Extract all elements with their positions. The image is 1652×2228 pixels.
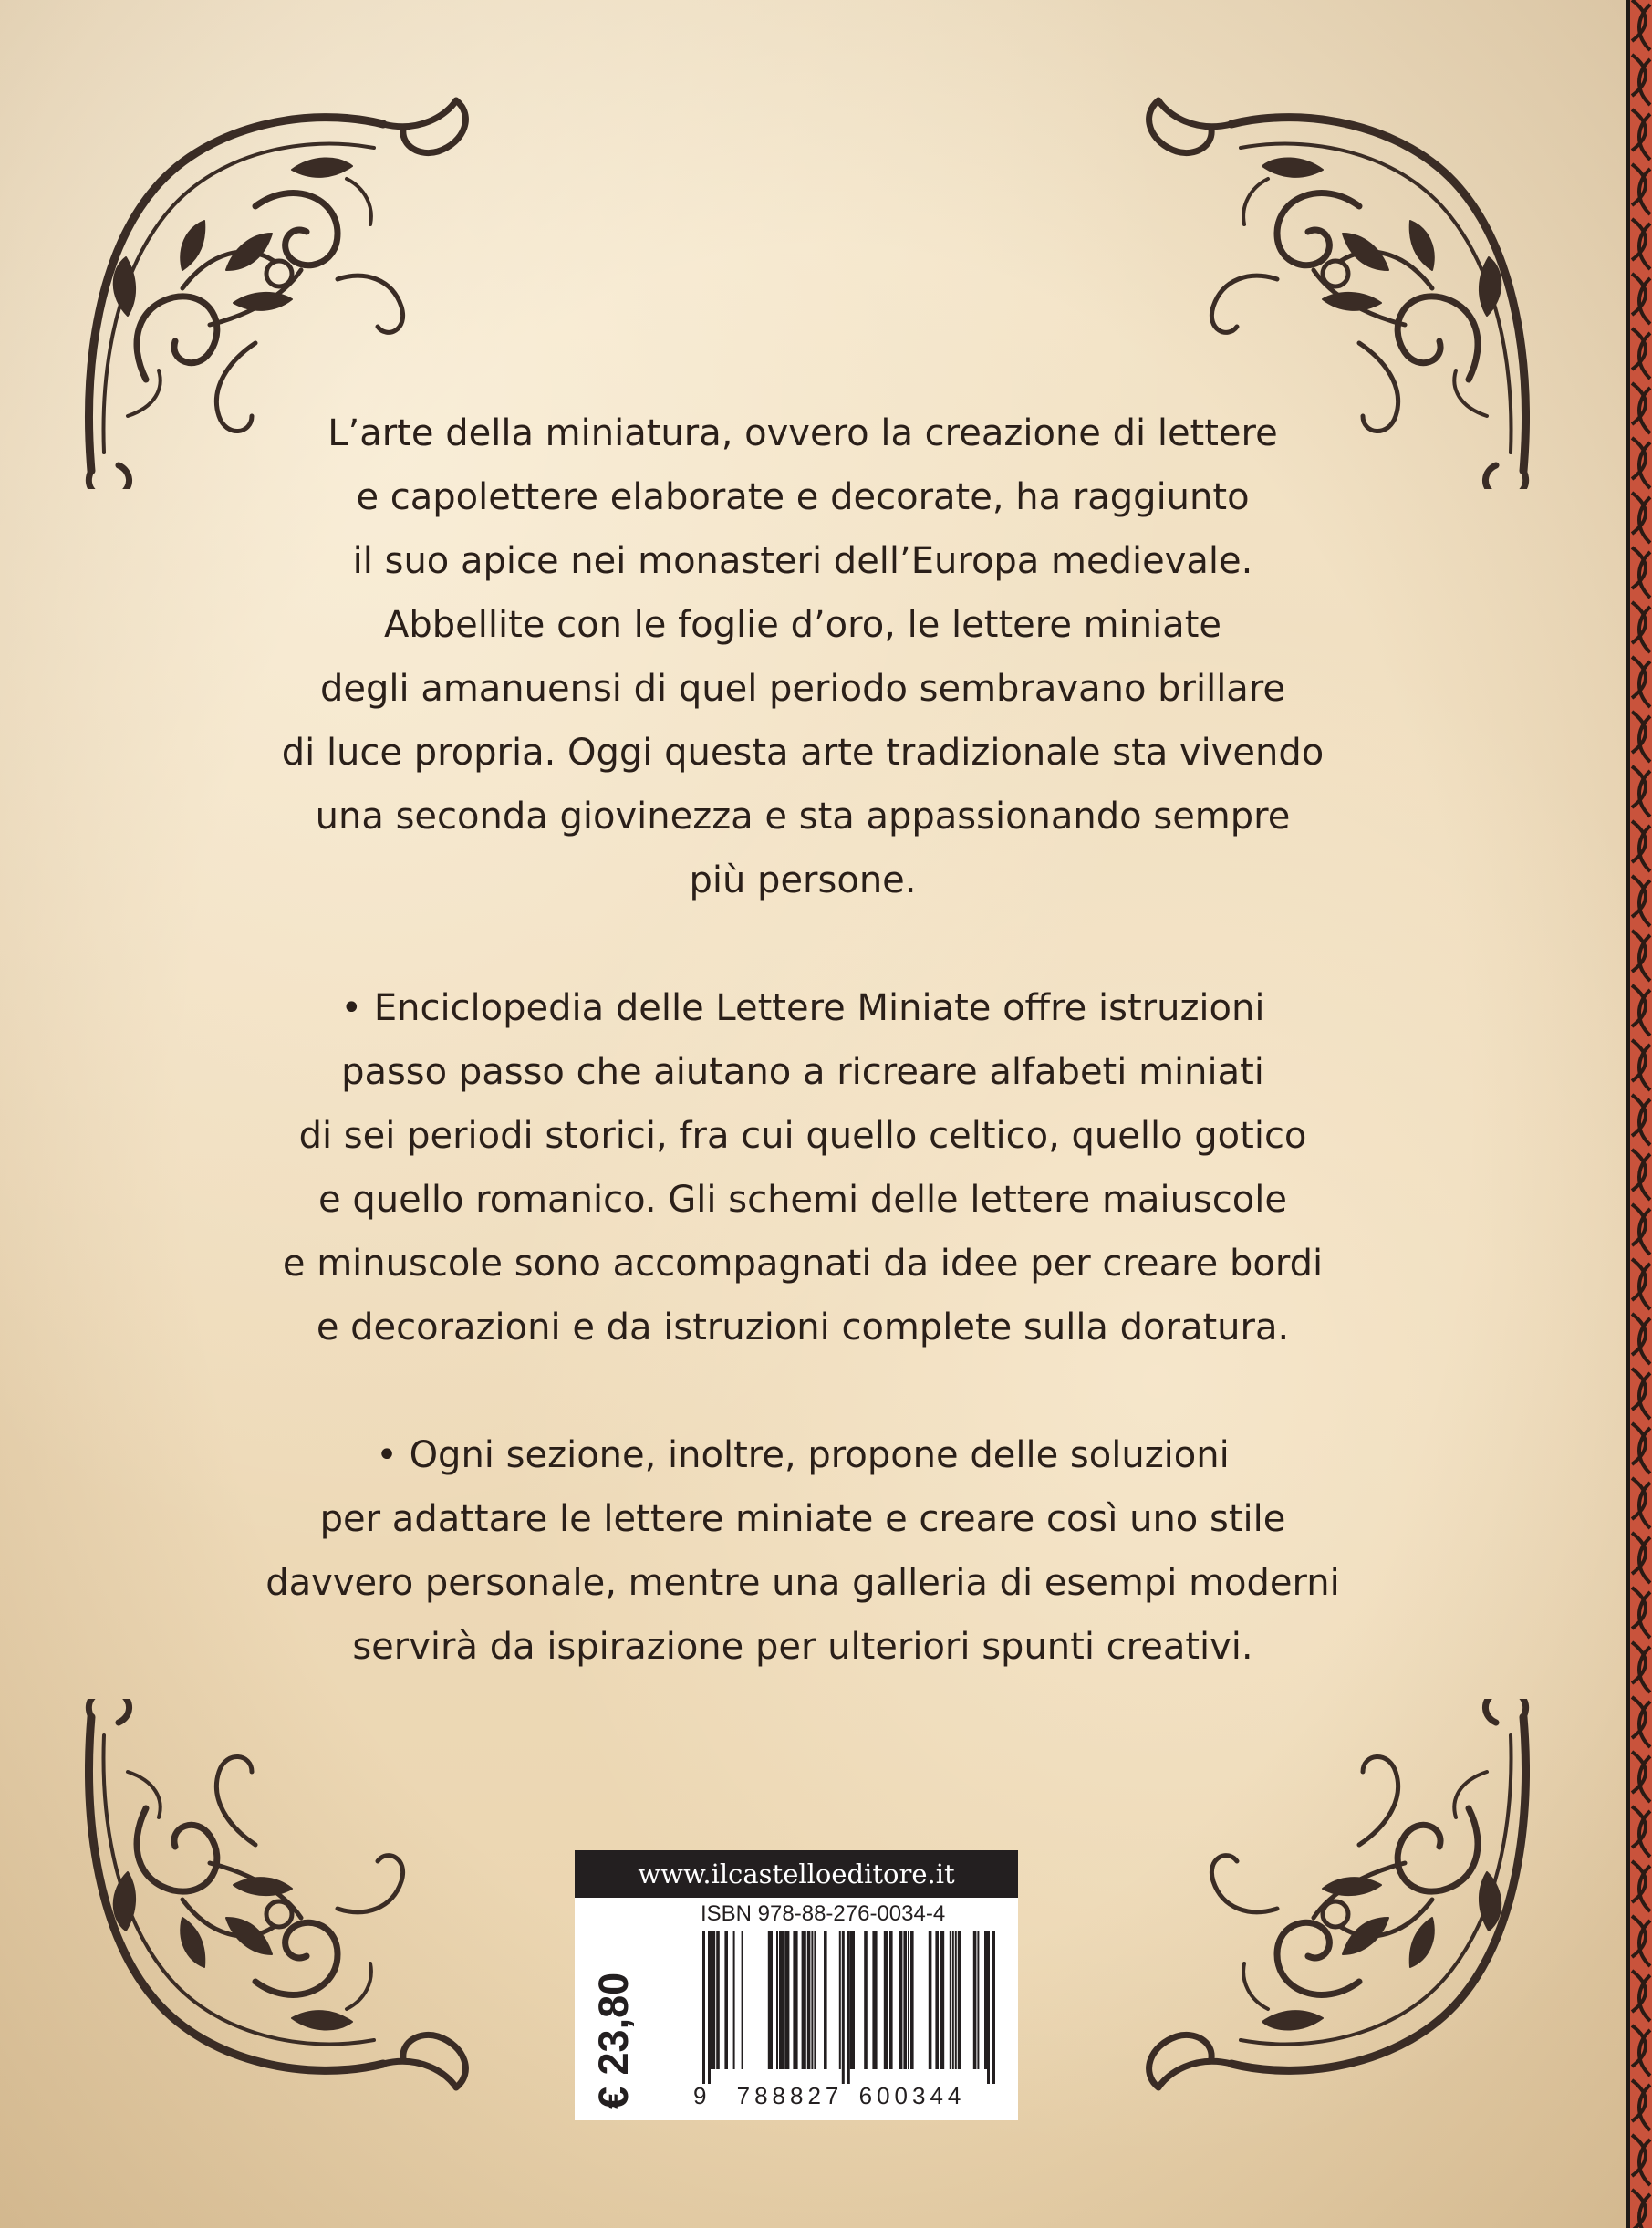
description-paragraph-1 <box>146 401 1460 912</box>
barcode-icon <box>690 1931 1003 2113</box>
text-line: L’arte della miniatura, ovvero la creazione di lettere <box>327 412 1278 454</box>
isbn-label: ISBN 978-88-276-0034-4 <box>701 1901 946 1926</box>
text-line: • Ogni sezione, inoltre, propone delle soluzioni <box>376 1434 1230 1476</box>
barcode-digits-left: 788827 <box>736 2082 844 2109</box>
text-line: degli amanuensi di quel periodo sembravano brillare <box>319 668 1285 710</box>
text-line: • Enciclopedia delle Lettere Miniate offre istruzioni <box>340 987 1265 1029</box>
spine-pattern-icon <box>1630 0 1652 2228</box>
barcode-digits-right: 600344 <box>858 2082 966 2109</box>
publisher-website[interactable]: www.ilcastelloeditore.it <box>575 1850 1018 1898</box>
text-line: davvero personale, mentre una galleria di esempi moderni <box>265 1562 1340 1604</box>
description-text <box>146 401 1460 1679</box>
text-line: una seconda giovinezza e sta appassionando sempre <box>315 796 1291 838</box>
text-line: e capolettere elaborate e decorate, ha raggiunto <box>356 476 1250 518</box>
text-line: Abbellite con le foglie d’oro, le lettere miniate <box>384 604 1221 646</box>
text-line: passo passo che aiutano a ricreare alfabeti miniati <box>341 1051 1264 1093</box>
corner-ornament-bottom-right-icon <box>1122 1699 1542 2100</box>
text-line: e decorazioni e da istruzioni complete sulla doratura. <box>316 1307 1290 1348</box>
text-line: e quello romanico. Gli schemi delle lettere maiuscole <box>318 1179 1287 1221</box>
barcode-block <box>575 1850 1018 2120</box>
barcode-digit-first: 9 <box>693 2082 707 2109</box>
text-line: il suo apice nei monasteri dell’Europa medievale. <box>352 540 1253 582</box>
corner-ornament-bottom-left-icon <box>73 1699 493 2100</box>
book-spine <box>1626 0 1652 2228</box>
description-paragraph-3 <box>146 1423 1460 1679</box>
text-line: di sei periodi storici, fra cui quello celtico, quello gotico <box>298 1115 1307 1157</box>
description-paragraph-2 <box>146 976 1460 1359</box>
price-label: € 23,80 <box>590 1972 637 2109</box>
text-line: servirà da ispirazione per ulteriori spunti creativi. <box>352 1626 1253 1668</box>
text-line: di luce propria. Oggi questa arte tradizionale sta vivendo <box>281 732 1325 774</box>
text-line: per adattare le lettere miniate e creare così uno stile <box>319 1498 1286 1540</box>
text-line: e minuscole sono accompagnati da idee per creare bordi <box>282 1243 1324 1285</box>
text-line: più persone. <box>689 859 917 901</box>
